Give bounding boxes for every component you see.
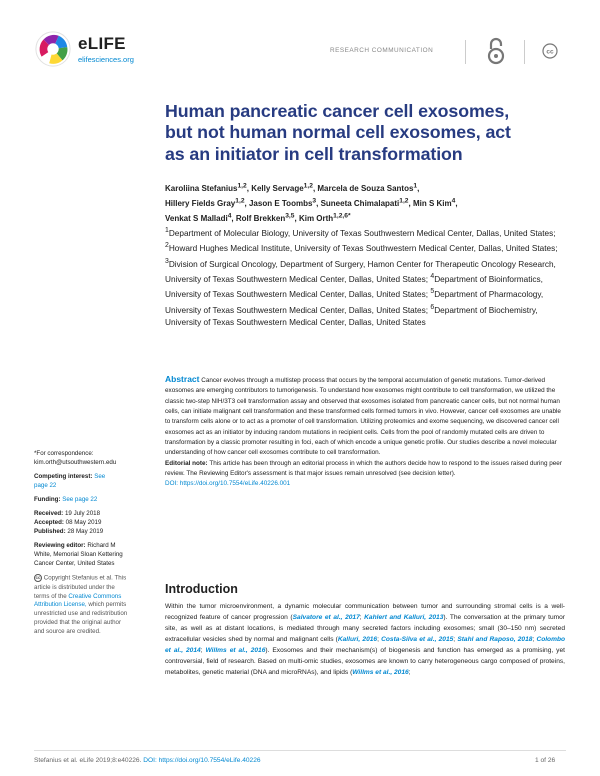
logo-name: eLIFE bbox=[78, 34, 126, 53]
funding: Funding: See page 22 bbox=[34, 496, 98, 504]
introduction-heading: Introduction bbox=[165, 582, 238, 596]
citation-link[interactable]: Willms et al., 2016 bbox=[205, 647, 266, 655]
correspondence: *For correspondence: kim.orth@utsouthwestern.edu bbox=[34, 450, 128, 468]
footer-doi-link[interactable]: DOI: https://doi.org/10.7554/eLife.40226 bbox=[143, 757, 261, 764]
intro-text: Within the tumor microenvironment, a dynamic molecular communication between tumor and surrounding stromal cells is a well-recognized feature of cancer progression ( bbox=[165, 603, 565, 622]
abstract-heading: Abstract bbox=[165, 374, 200, 384]
intro-text: ). Exosomes and their mechanism(s) of biogenesis and function has emerged as a promising, yet controversial, field of research. Based on multi-omic studies, exosomes are known to carry heterogeneous cargo composed of proteins, metabolites, genetic material (DNA and microRNAs), and lipids ( bbox=[165, 647, 565, 677]
citation-link[interactable]: Colombo et al., 2014 bbox=[165, 636, 566, 655]
intro-text: ; bbox=[200, 647, 206, 655]
footer-divider bbox=[34, 750, 566, 751]
abstract-text: Cancer evolves through a multistep process that occurs by the temporal accumulation of genetic mutations. Tumor-derived exosomes are emerging contributors to tumorigenesis. To understand how exosomes might contribute to cell transformation, we utilized the classic two-step NIH/3T3 cell transformation assay and observed that exosomes isolated from pancreatic cancer cells, but not normal human cells, can initiate malignant cell transformation and these transformed cells formed tumors in vivo. However, cancer cell exosomes are unable to transform cells alone or to act as a promoter of cell transformation. Utilizing proteomics and exome sequencing, we discovered cancer cell exosomes act as an initiator by inducing random mutations in recipient cells. Cells from the pool of randomly mutated cells are driven to transformation by a classic promoter resulting in foci, each of which encode a unique genetic profile. Our studies describe a novel molecular understanding of how cancer cell exosomes contribute to cell transformation. bbox=[165, 377, 561, 457]
author[interactable]: Min S Kim$^4$, bbox=[412, 197, 458, 208]
competing-interest-link[interactable]: See bbox=[94, 473, 106, 481]
editorial-note-text: This article has been through an editorial process in which the authors decide how to respond to the issues raised during peer review. The Reviewing Editor's assessment is that major issues remain unresolved (see decision letter). bbox=[165, 459, 562, 478]
intro-text: ; bbox=[408, 669, 411, 677]
title-line: but not human normal cell exosomes, act bbox=[165, 122, 511, 143]
abstract bbox=[165, 374, 565, 490]
citation-link[interactable]: Willms et al., 2016 bbox=[352, 669, 409, 677]
logo-url[interactable]: elifesciences.org bbox=[78, 55, 134, 64]
header-divider bbox=[465, 40, 466, 64]
affiliations: $^1$Department of Molecular Biology, University of Texas Southwestern Medical Center, Dallas, United States; $^2$Howard Hughes Medical Institute, University of Texas Southwestern Medical Center, Dallas, United States; $^3$Division of Surgical Oncology, Department of Surgery, Hamon Center for Therapeutic Oncology Research, University of Texas Southwestern Medical Center, Dallas, United States; $^4$Department of Bioinformatics, University of Texas Southwestern Medical Center, Dallas, United States; $^5$Department of Pharmacology, University of Texas Southwestern Medical Center, Dallas, United States; $^6$Department of Biochemistry, University of Texas Southwestern Medical Center, Dallas, United States bbox=[165, 227, 558, 328]
intro-text: ). The conversation at the primary tumor site, as well as at distant locations, is mediated through many secreted factors including exosomes; small (30–150 nm) secreted extracellular vesicles shed by normal and malignant cells ( bbox=[165, 614, 565, 644]
abstract-doi-link[interactable]: DOI: https://doi.org/10.7554/eLife.40226.001 bbox=[165, 480, 291, 488]
reviewing-editor: Reviewing editor: Richard M White, Memorial Sloan Kettering Cancer Center, United States bbox=[34, 542, 123, 567]
cc-label: cc bbox=[546, 48, 554, 56]
author[interactable]: Marcela de Souza Santos$^1$, bbox=[317, 182, 420, 193]
copyright: cc Copyright Stefanius et al. This article is distributed under the terms of the Creative Commons Attribution License, which permits unrestricted use and redistribution provided that the original author and source are credited. bbox=[34, 574, 128, 635]
author[interactable]: Rolf Brekken$^{3,5}$, bbox=[235, 212, 299, 223]
introduction-text bbox=[165, 601, 565, 678]
footer-citation: Stefanius et al. eLife 2019;8:e40226. DOI: https://doi.org/10.7554/eLife.40226 bbox=[34, 757, 261, 764]
citation-link[interactable]: Costa-Silva et al., 2015 bbox=[381, 636, 454, 644]
competing-interest-link[interactable]: page 22 bbox=[34, 481, 57, 489]
author[interactable]: Venkat S Malladi$^4$, bbox=[165, 212, 236, 223]
title-line: Human pancreatic cancer cell exosomes, bbox=[165, 101, 510, 121]
author[interactable]: Karoliina Stefanius$^{1,2}$, bbox=[165, 182, 252, 193]
page-number: 1 of 26 bbox=[535, 757, 556, 764]
citation-link[interactable]: Kalluri, 2016 bbox=[337, 636, 378, 644]
author[interactable]: Hillery Fields Gray$^{1,2}$, bbox=[165, 197, 249, 208]
funding-link[interactable]: See page 22 bbox=[62, 496, 98, 504]
open-access-icon[interactable] bbox=[486, 37, 506, 65]
correspondence-email[interactable]: kim.orth@utsouthwestern.edu bbox=[34, 458, 117, 466]
author[interactable]: Kim Orth$^{1,2,6*}$ bbox=[298, 212, 351, 223]
author[interactable]: Kelly Servage$^{1,2}$, bbox=[251, 182, 318, 193]
intro-text: ; bbox=[377, 636, 382, 644]
elife-logo-icon bbox=[34, 30, 72, 68]
article-title bbox=[165, 101, 585, 165]
intro-text: ; bbox=[532, 636, 537, 644]
editorial-note-heading: Editorial note: bbox=[165, 459, 208, 467]
elife-logo[interactable] bbox=[34, 28, 164, 73]
dates: Received: 19 July 2018 Accepted: 08 May 2019 Published: 28 May 2019 bbox=[34, 510, 104, 536]
citation-link[interactable]: Stahl and Raposo, 2018 bbox=[457, 636, 533, 644]
author[interactable]: Jason E Toombs$^3$, bbox=[248, 197, 321, 208]
title-line: as an initiator in cell transformation bbox=[165, 143, 463, 164]
author-list bbox=[165, 180, 575, 225]
intro-text: ; bbox=[453, 636, 458, 644]
citation-link[interactable]: Kahlert and Kalluri, 2013 bbox=[364, 614, 444, 622]
article-type: RESEARCH COMMUNICATION bbox=[330, 47, 434, 54]
article-info-sidebar bbox=[34, 450, 128, 642]
author[interactable]: Suneeta Chimalapati$^{1,2}$, bbox=[320, 197, 413, 208]
cc-icon[interactable] bbox=[542, 43, 558, 59]
competing-interest: Competing interest: See page 22 bbox=[34, 473, 106, 489]
intro-text: ; bbox=[359, 614, 365, 622]
license-link[interactable]: Creative Commons Attribution License, bbox=[34, 592, 122, 609]
header-divider bbox=[524, 40, 525, 64]
copyright-icon: cc bbox=[35, 575, 41, 581]
citation-link[interactable]: Salvatore et al., 2017 bbox=[292, 614, 360, 622]
